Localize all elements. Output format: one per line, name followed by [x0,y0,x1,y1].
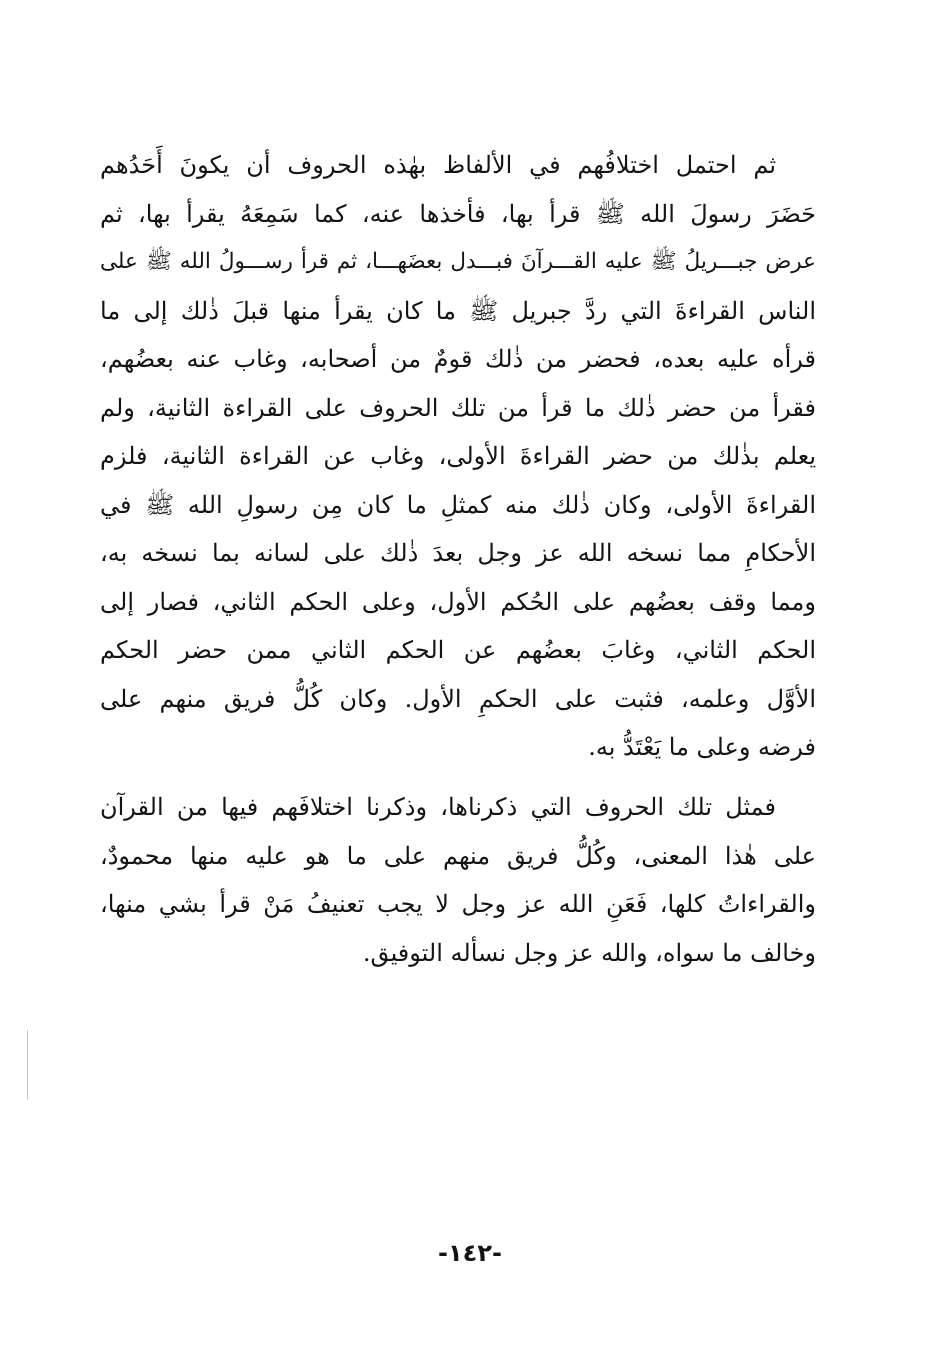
paragraph-2 [100,783,816,977]
text-line: يعلم بذٰلك من حضر القراءةَ الأولى، وغاب عن القراءة الثانية، فلزم [100,442,816,470]
text-line: قرأه عليه بعده، فحضر من ذٰلك قومٌ من أصحابه، وغاب عنه بعضُهم، [100,345,816,373]
scan-edge-mark [27,1030,28,1100]
page-number: -١٤٢- [438,1239,502,1267]
text-line: الحكم الثاني، وغابَ بعضُهم عن الحكم الثاني ممن حضر الحكم [100,636,816,664]
text-line: عرض جبـــريلُ ﷺ عليه القـــرآنَ فبـــدل بعضَهـــا، ثم قرأ رســـولُ الله ﷺ على [100,249,816,274]
text-line: والقراءاتُ كلها، فَعَنِ الله عز وجل لا يجب تعنيفُ مَنْ قرأ بشي منها، [100,890,816,918]
text-line: حَضَرَ رسولَ الله ﷺ قرأ بها، فأخذها عنه، كما سَمِعَهُ يقرأ بها، ثم [100,199,816,228]
text-line: ثم احتمل اختلافُهم في الألفاظ بهٰذه الحروف أن يكونَ أَحَدُهم [100,151,776,179]
text-line: الأوَّل وعلمه، فثبت على الحكمِ الأول. وكان كُلُّ فريق منهم على [100,684,816,713]
text-line: فرضه وعلى ما يَعْتَدُّ به. [588,733,816,761]
text-line: على هٰذا المعنى، وكُلُّ فريق منهم على ما هو عليه منها محمودٌ، [100,841,816,870]
paragraph-1 [100,141,816,772]
text-line: الأحكامِ مما نسخه الله عز وجل بعدَ ذٰلك على لسانه بما نسخه به، [100,539,816,567]
text-line: القراءةَ الأولى، وكان ذٰلك منه كمثلِ ما كان مِن رسولِ الله ﷺ في [100,490,816,519]
text-line: فمثل تلك الحروف التي ذكرناها، وذكرنا اختلافَهم فيها من القرآن [100,793,776,821]
text-line: فقرأ من حضر ذٰلك ما قرأ من تلك الحروف على القراءة الثانية، ولم [100,393,816,422]
text-line: وخالف ما سواه، والله عز وجل نسأله التوفيق. [362,938,816,967]
text-line: ومما وقف بعضُهم على الحُكم الأول، وعلى الحكم الثاني، فصار إلى [100,587,816,616]
text-line: الناس القراءةَ التي ردَّ جبريل ﷺ ما كان يقرأ منها قبلَ ذٰلك إلى ما [100,296,816,325]
